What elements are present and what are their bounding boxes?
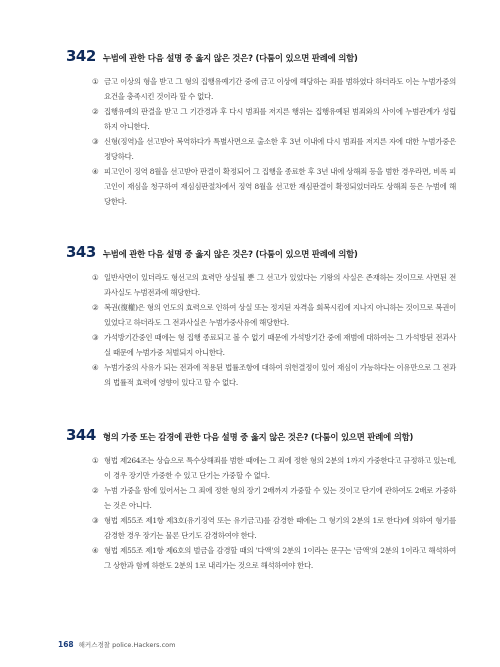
question-header xyxy=(66,47,456,65)
question-text: 누범에 관한 다음 설명 중 옳지 않은 것은? (다툼이 있으면 판례에 의함) xyxy=(102,53,358,63)
option-item xyxy=(92,164,456,209)
option-marker: ② xyxy=(92,107,99,116)
option-list xyxy=(92,453,456,573)
option-marker: ① xyxy=(92,273,99,282)
option-item xyxy=(92,483,456,513)
question-header xyxy=(66,426,456,444)
question-344 xyxy=(66,426,456,573)
option-text: 피고인이 징역 8월을 선고받아 판결이 확정되어 그 집행을 종료한 후 3년 내에 상해죄 등을 범한 경우라면, 비록 피고인이 재심을 청구하여 재심심판절차에서 징역 8월을 선고한 재심판결이 확정되었더라도 상해죄 등은 누범에 해당한다. xyxy=(104,167,456,206)
option-text: 집행유예의 판결을 받고 그 기간경과 후 다시 범죄를 저지른 행위는 집행유예된 범죄와의 사이에 누범관계가 성립하지 아니한다. xyxy=(104,107,456,131)
option-text: 형법 제55조 제1항 제3호(유기징역 또는 유기금고)를 감경한 때에는 그 형기의 2분의 1로 한다)에 의하여 형기를 감경한 경우 장기는 물론 단기도 감경하여야 한다. xyxy=(104,516,456,540)
option-text: 복권(復權)은 형의 언도의 효력으로 인하여 상실 또는 정지된 자격을 회복시킴에 지나지 아니하는 것이므로 복권이 있었다고 하더라도 그 전과사실은 누범가중사유에 해당한다. xyxy=(104,303,456,327)
option-marker: ④ xyxy=(92,546,99,555)
option-text: 형법 제264조는 상습으로 특수상해죄를 범한 때에는 그 죄에 정한 형의 2분의 1까지 가중한다고 규정하고 있는데, 이 경우 장기만 가중한 수 있고 단기는 가중할 수 없다. xyxy=(104,456,456,480)
question-header xyxy=(66,243,456,261)
question-number: 344 xyxy=(66,426,96,444)
question-342 xyxy=(66,47,456,209)
option-text: 신형(징역)을 선고받아 복역하다가 특별사면으로 출소한 후 3년 이내에 다시 범죄를 저지른 자에 대한 누범가중은 정당하다. xyxy=(104,137,456,161)
option-marker: ③ xyxy=(92,137,99,146)
option-item xyxy=(92,134,456,164)
option-marker: ② xyxy=(92,303,99,312)
option-item xyxy=(92,270,456,300)
option-text: 일반사면이 있더라도 형선고의 효력만 상실될 뿐 그 선고가 있었다는 기왕의 사실은 존재하는 것이므로 사면된 전과사실도 누범전과에 해당한다. xyxy=(104,273,456,297)
question-343 xyxy=(66,243,456,390)
page-number: 168 xyxy=(58,640,74,649)
page-footer xyxy=(58,640,175,649)
option-marker: ① xyxy=(92,77,99,86)
option-list xyxy=(92,74,456,209)
option-marker: ③ xyxy=(92,333,99,342)
question-text: 누범에 관한 다음 설명 중 옳지 않은 것은? (다툼이 있으면 판례에 의함) xyxy=(102,249,358,259)
option-text: 금고 이상의 형을 받고 그 형의 집행유예기간 중에 금고 이상에 해당하는 죄를 범하였다 하더라도 이는 누범가중의 요건을 충족시킨 것이라 할 수 없다. xyxy=(104,77,456,101)
option-text: 가석방기간중인 때에는 형 집행 종료되고 볼 수 없기 때문에 가석방기간 중에 재범에 대하여는 그 가석방된 전과사실 때문에 누범가중 처벌되지 아니한다. xyxy=(104,333,456,357)
option-text: 누범 가중을 함에 있어서는 그 죄에 정한 형의 장기 2배까지 가중할 수 있는 것이고 단기에 관하여도 2배로 가중하는 것은 아니다. xyxy=(104,486,456,510)
question-number: 342 xyxy=(66,47,96,65)
option-marker: ① xyxy=(92,456,99,465)
option-marker: ④ xyxy=(92,167,99,176)
option-item xyxy=(92,74,456,104)
question-text: 형의 가중 또는 감경에 관한 다음 설명 중 옳지 않은 것은? (다툼이 있으면 판례에 의함) xyxy=(102,432,414,442)
option-item xyxy=(92,104,456,134)
option-marker: ③ xyxy=(92,516,99,525)
option-list xyxy=(92,270,456,390)
option-marker: ④ xyxy=(92,363,99,372)
question-number: 343 xyxy=(66,243,96,261)
option-text: 형법 제55조 제1항 제6호의 벌금을 감경할 때의 '다액'의 2분의 1이라는 문구는 '금액'의 2분의 1이라고 해석하여 그 상한과 함께 하한도 2분의 1로 내리가는 것으로 해석하여야 한다. xyxy=(104,546,456,570)
option-text: 누범가중의 사유가 되는 전과에 적용된 법률조항에 대하여 위헌결정이 있어 재심이 가능하다는 이유만으로 그 전과의 법률적 효력에 영향이 있다고 할 수 없다. xyxy=(104,363,456,387)
option-item xyxy=(92,360,456,390)
option-item xyxy=(92,300,456,330)
option-item xyxy=(92,543,456,573)
option-item xyxy=(92,513,456,543)
option-item xyxy=(92,330,456,360)
footer-text: 해커스경찰 police.Hackers.com xyxy=(78,641,176,649)
option-marker: ② xyxy=(92,486,99,495)
option-item xyxy=(92,453,456,483)
